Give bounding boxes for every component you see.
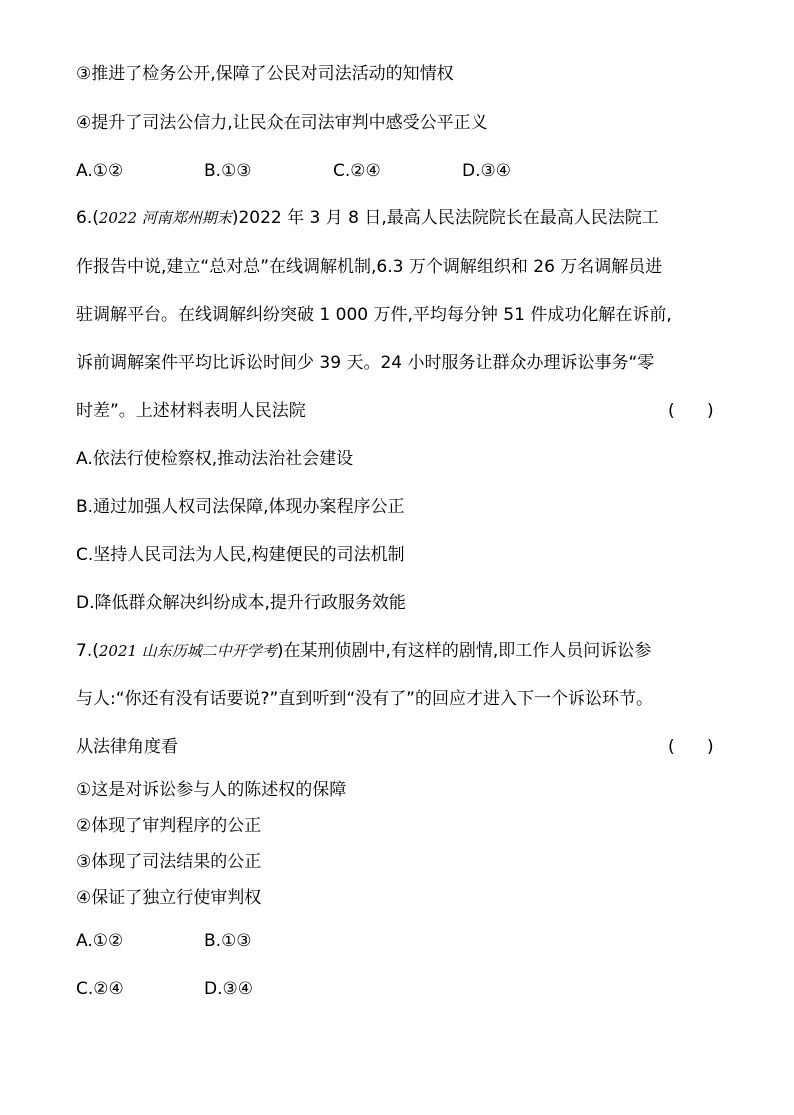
q6-stem-line-4: 诉前调解案件平均比诉讼时间少 39 天。24 小时服务让群众办理诉讼事务“零 xyxy=(76,353,655,373)
q7-item-4: ④保证了独立行使审判权 xyxy=(76,888,262,908)
q6-answer-blank: ( ) xyxy=(668,401,714,421)
q7-item-2: ②体现了审判程序的公正 xyxy=(76,816,262,836)
q5-item-3: ③推进了检务公开,保障了公民对司法活动的知情权 xyxy=(76,64,454,84)
q7-option-c: C.②④ xyxy=(76,979,124,999)
q6-number: 6.( xyxy=(76,208,99,228)
q5-option-c: C.②④ xyxy=(333,161,381,181)
q7-number: 7.( xyxy=(76,641,99,661)
q6-stem-line-3: 驻调解平台。在线调解纠纷突破 1 000 万件,平均每分钟 51 件成功化解在诉前, xyxy=(76,305,672,325)
q7-stem-line-2: 与人:“你还有没有话要说?”直到听到“没有了”的回应才进入下一个诉讼环节。 xyxy=(76,689,653,709)
q7-stem-line-3: 从法律角度看 xyxy=(76,737,178,757)
q7-source: 2021 山东历城二中开学考 xyxy=(98,642,277,660)
q6-first-line xyxy=(76,207,659,229)
q5-option-d: D.③④ xyxy=(462,161,511,181)
q7-stem-start: )在某刑侦剧中,有这样的剧情,即工作人员问诉讼参 xyxy=(276,641,652,661)
q6-stem-start: )2022 年 3 月 8 日,最高人民法院院长在最高人民法院工 xyxy=(231,208,659,228)
q7-option-d: D.③④ xyxy=(204,979,253,999)
q5-option-a: A.①② xyxy=(76,161,124,181)
q6-stem-line-5: 时差”。上述材料表明人民法院 xyxy=(76,401,306,421)
q7-item-1: ①这是对诉讼参与人的陈述权的保障 xyxy=(76,780,347,800)
q6-option-d: D.降低群众解决纠纷成本,提升行政服务效能 xyxy=(76,593,406,613)
q7-first-line xyxy=(76,640,651,662)
q7-answer-blank: ( ) xyxy=(668,737,714,757)
q7-option-b: B.①③ xyxy=(204,931,252,951)
q6-source: 2022 河南郑州期末 xyxy=(98,209,232,227)
q7-option-a: A.①② xyxy=(76,931,124,951)
q6-option-b: B.通过加强人权司法保障,体现办案程序公正 xyxy=(76,497,405,517)
q6-option-a: A.依法行使检察权,推动法治社会建设 xyxy=(76,449,354,469)
q7-item-3: ③体现了司法结果的公正 xyxy=(76,852,262,872)
q6-option-c: C.坚持人民司法为人民,构建便民的司法机制 xyxy=(76,545,405,565)
q6-stem-line-2: 作报告中说,建立“总对总”在线调解机制,6.3 万个调解组织和 26 万名调解员进 xyxy=(76,257,663,277)
q5-item-4: ④提升了司法公信力,让民众在司法审判中感受公平正义 xyxy=(76,113,488,133)
q5-option-b: B.①③ xyxy=(204,161,252,181)
